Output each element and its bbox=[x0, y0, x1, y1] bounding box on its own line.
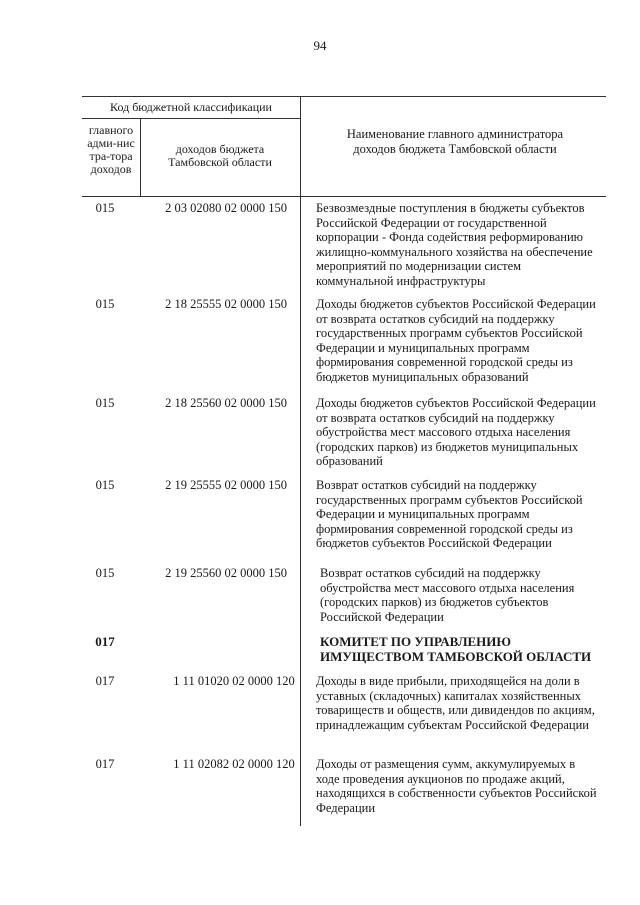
classification-code: 2 03 02080 02 0000 150 bbox=[165, 201, 287, 215]
admin-code: 015 bbox=[95, 478, 115, 492]
column-divider bbox=[300, 196, 301, 826]
classification-code: 1 11 02082 02 0000 120 bbox=[173, 757, 295, 771]
admin-code: 015 bbox=[95, 201, 115, 215]
income-name: Доходы бюджетов субъектов Российской Федерации от возврата остатков субсидий на поддержку государственных программ субъектов Российской Федерации и муниципальных программ формирования современной городской среды из бюджетов муниципальных образований bbox=[316, 297, 596, 384]
admin-code: 017 bbox=[95, 674, 115, 688]
admin-code: 015 bbox=[95, 297, 115, 311]
classification-code: 2 18 25560 02 0000 150 bbox=[165, 396, 287, 410]
header-admin-column: главного адми-нистра-тора доходов bbox=[87, 123, 135, 176]
income-name: Безвозмездные поступления в бюджеты субъектов Российской Федерации от государственной корпорации - Фонда содействия реформированию жилищно-коммунального хозяйства на обеспечение мероприятий по модернизации систем коммунальной инфраструктуры bbox=[316, 201, 593, 288]
income-name: Доходы от размещения сумм, аккумулируемых в ходе проведения аукционов по продаже акций, находящихся в собственности субъектов Российской Федерации bbox=[316, 757, 597, 815]
header-bottom-rule bbox=[82, 196, 606, 197]
classification-code: 1 11 01020 02 0000 120 bbox=[173, 674, 295, 688]
classification-code: 2 18 25555 02 0000 150 bbox=[165, 297, 287, 311]
header-divider-1 bbox=[140, 118, 141, 196]
header-income-column: доходов бюджета Тамбовской области bbox=[168, 142, 272, 169]
classification-code: 2 19 25560 02 0000 150 bbox=[165, 566, 287, 580]
admin-code: 017 bbox=[95, 634, 115, 649]
header-group-label: Код бюджетной классификации bbox=[110, 100, 272, 114]
header-top-rule bbox=[82, 96, 606, 97]
header-name-column: Наименование главного администратора доходов бюджета Тамбовской области bbox=[346, 127, 564, 156]
income-name: Возврат остатков субсидий на поддержку обустройства мест массового отдыха населения (городских парков) из бюджетов субъектов Российской Федерации bbox=[320, 566, 575, 624]
classification-code: 2 19 25555 02 0000 150 bbox=[165, 478, 287, 492]
income-name: Доходы в виде прибыли, приходящейся на доли в уставных (складочных) капиталах хозяйственных товариществ и обществ, или дивидендов по акциям, принадлежащим субъектам Российской Федерации bbox=[316, 674, 595, 732]
page-number: 94 bbox=[313, 38, 327, 53]
admin-code: 015 bbox=[95, 396, 115, 410]
section-title: КОМИТЕТ ПО УПРАВЛЕНИЮ ИМУЩЕСТВОМ ТАМБОВСКОЙ ОБЛАСТИ bbox=[320, 634, 592, 664]
header-divider-2 bbox=[300, 96, 301, 196]
admin-code: 017 bbox=[95, 757, 115, 771]
income-name: Возврат остатков субсидий на поддержку государственных программ субъектов Российской Федерации и муниципальных программ формирования современной городской среды из бюджетов субъектов Российской Федерации bbox=[316, 478, 583, 551]
admin-code: 015 bbox=[95, 566, 115, 580]
header-group-rule bbox=[82, 118, 300, 119]
income-name: Доходы бюджетов субъектов Российской Федерации от возврата остатков субсидий на поддержку обустройства мест массового отдыха населения (городских парков) из бюджетов муниципальных образований bbox=[316, 396, 596, 469]
